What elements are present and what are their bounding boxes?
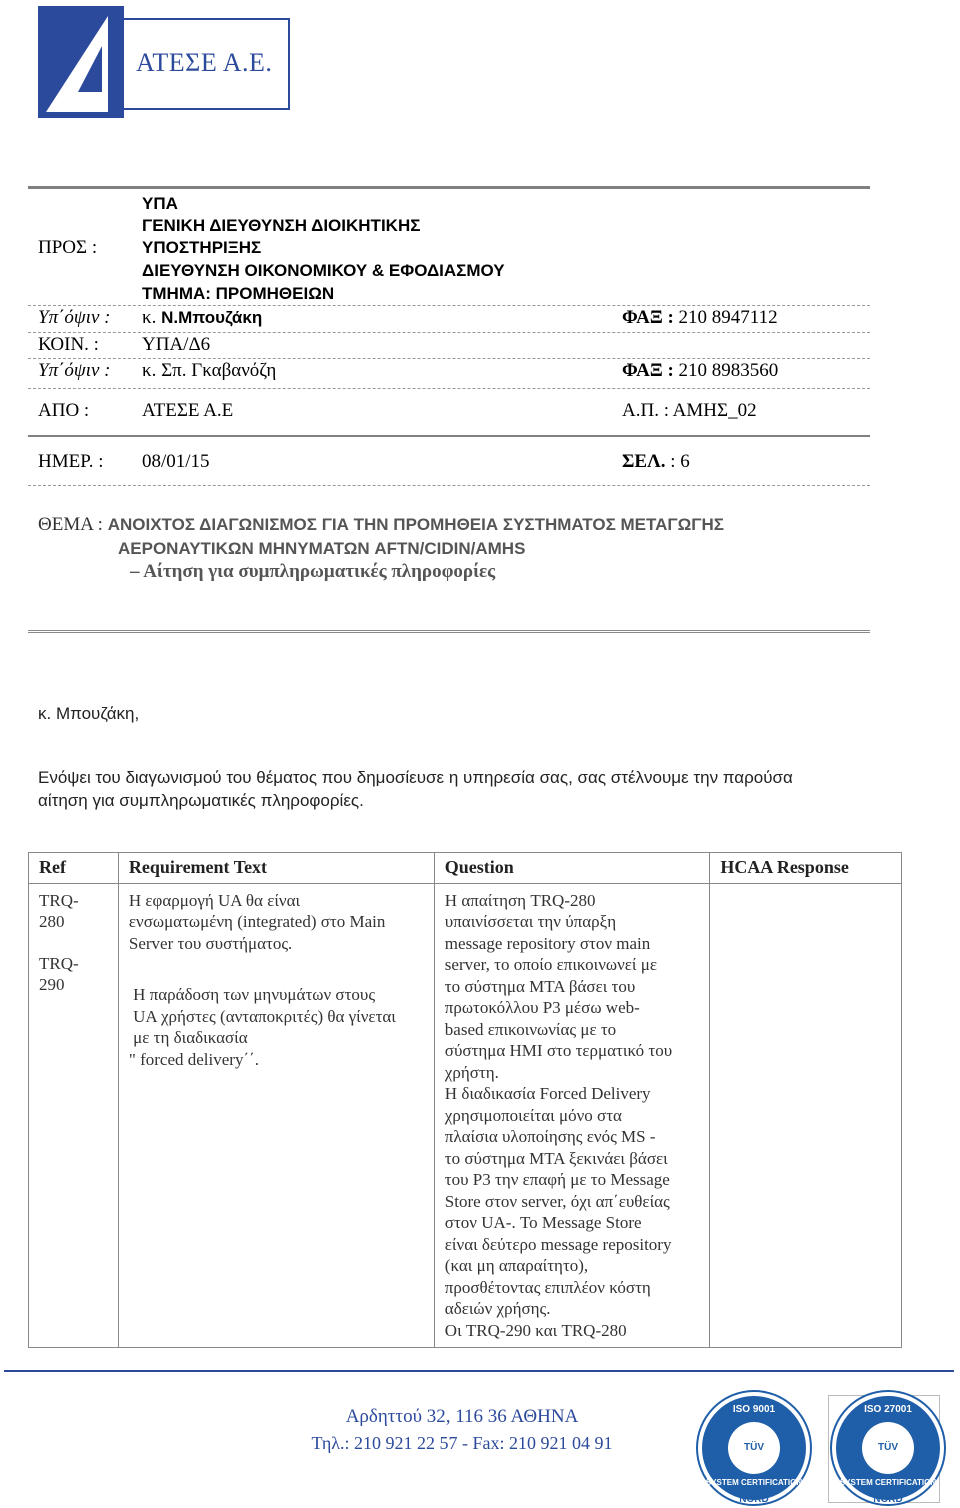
subject-text-1: ΑΝΟΙΧΤΟΣ ΔΙΑΓΩΝΙΣΜΟΣ ΓΙΑ ΤΗΝ ΠΡΟΜΗΘΕΙΑ ΣΥΣΤΗΜΑΤΟΣ ΜΕΤΑΓΩΓΗΣ	[107, 515, 724, 534]
divider	[28, 485, 870, 486]
footer-phone: Τηλ.: 210 921 22 57 - Fax: 210 921 04 91	[311, 1433, 613, 1453]
paragraph-line-1: Ενόψει του διαγωνισμού του θέματος που δημοσίευσε η υπηρεσία σας, σας στέλνουμε την παρούσα	[38, 768, 793, 787]
question-line: Η διαδικασία Forced Delivery	[444, 1084, 651, 1103]
divider	[28, 332, 870, 333]
attention-label-2: Υπ΄όψιν :	[38, 360, 111, 381]
question-line: Οι TRQ-290 και TRQ-280	[444, 1320, 627, 1340]
cc-label: ΚΟΙΝ. :	[38, 334, 99, 355]
pages-label: ΣΕΛ.	[622, 451, 666, 472]
question-line: είναι δεύτερο message repository	[444, 1234, 672, 1254]
date-value: 08/01/15	[142, 451, 210, 472]
fax-label-2: ΦΑΞ :	[622, 360, 674, 381]
divider	[28, 435, 870, 437]
fax-label-1: ΦΑΞ :	[622, 307, 674, 328]
question-line: πρωτοκόλλου P3 μέσω web-	[444, 998, 640, 1017]
question-line: Store στον server, όχι απ΄ευθείας	[444, 1191, 670, 1211]
subject-line-3: – Αίτηση για συμπληρωματικές πληροφορίες	[130, 561, 496, 582]
to-line-4: ΔΙΕΥΘΥΝΣΗ ΟΙΚΟΝΟΜΙΚΟΥ & ΕΦΟΔΙΑΣΜΟΥ	[142, 261, 505, 280]
requirement-line: " forced delivery΄΄.	[128, 1049, 260, 1069]
date-label: ΗΜΕΡ. :	[38, 451, 104, 472]
greeting: κ. Μπουζάκη,	[38, 704, 140, 723]
iso-9001-badge	[698, 1392, 810, 1504]
header-requirement: Requirement Text	[118, 853, 434, 884]
question-line: based επικοινωνίας με το	[444, 1019, 617, 1039]
question-line: (και μη απαραίτητο),	[444, 1256, 589, 1275]
question-line: αδειών χρήσης.	[444, 1299, 551, 1318]
badge-title: ISO 27001	[864, 1404, 912, 1415]
requirement-line: με τη διαδικασία	[128, 1028, 248, 1047]
question-line: Η απαίτηση TRQ-280	[444, 890, 596, 910]
cc-value: ΥΠΑ/Δ6	[142, 334, 211, 355]
footer-address: Αρδηττού 32, 116 36 ΑΘΗΝΑ	[345, 1406, 579, 1427]
question-cell	[434, 883, 710, 1348]
requirement-line: ενσωματωμένη (integrated) στο Main	[128, 912, 386, 931]
table-header-row	[29, 853, 902, 884]
fax-number-2: 210 8983560	[673, 360, 779, 381]
iso-27001-badge	[832, 1392, 944, 1504]
requirement-cell	[118, 883, 434, 1348]
reference-number: Α.Π. : ΑΜΗΣ_02	[622, 400, 757, 421]
question-line: χρησιμοποιείται μόνο στα	[444, 1105, 622, 1125]
pages	[622, 451, 690, 473]
badge-title: ISO 9001	[732, 1404, 776, 1415]
triangle-logo-icon	[38, 6, 124, 118]
divider	[28, 305, 870, 306]
badge-center: TÜV NORD	[862, 1422, 914, 1474]
response-cell	[710, 883, 902, 1348]
question-line: σύστημα HMI στο τερματικό του	[444, 1041, 673, 1060]
question-line: του P3 την επαφή με το Message	[444, 1170, 670, 1189]
fax-1	[622, 307, 778, 329]
company-logo	[38, 6, 124, 118]
question-line: message repository στον main	[444, 933, 651, 953]
footer-rule	[4, 1370, 954, 1372]
divider	[28, 358, 870, 359]
ref-line: 290	[39, 975, 65, 994]
spacer	[39, 933, 108, 953]
header-response: HCAA Response	[710, 853, 902, 884]
question-line: χρήστη.	[444, 1062, 499, 1082]
to-line-2: ΓΕΝΙΚΗ ΔΙΕΥΘΥΝΣΗ ΔΙΟΙΚΗΤΙΚΗΣ	[142, 216, 421, 235]
requirement-line: Server του συστήματος.	[128, 933, 293, 953]
badge-center: TÜV NORD	[728, 1422, 780, 1474]
subject-line-1	[38, 514, 724, 536]
attention-value-2: κ. Σπ. Γκαβανόζη	[142, 360, 277, 381]
fax-number-1: 210 8947112	[673, 307, 778, 328]
pages-value: : 6	[665, 451, 690, 472]
question-line: προσθέτοντας επιπλέον κόστη	[444, 1277, 651, 1297]
subject-bottom-rule	[28, 630, 870, 635]
company-name: ΑΤΕΣΕ Α.Ε.	[136, 48, 273, 77]
question-line: στον UA-. Το Message Store	[444, 1213, 642, 1232]
question-line: πλαίσια υλοποίησης ενός MS -	[444, 1127, 656, 1146]
question-line: το σύστημα MTA ξεκινάει βάσει	[444, 1148, 668, 1168]
paragraph-line-2: αίτηση για συμπληρωματικές πληροφορίες.	[38, 791, 364, 810]
subject-label: ΘΕΜΑ :	[38, 514, 108, 535]
badge-caption: SYSTEM CERTIFICATION	[839, 1478, 937, 1487]
table-row	[29, 883, 902, 1348]
subject-line-2: ΑΕΡΟΝΑΥΤΙΚΩΝ ΜΗΝΥΜΑΤΩΝ AFTN/CIDIN/AMHS	[118, 539, 526, 558]
requirements-table	[28, 852, 902, 1348]
attention-prefix: κ.	[142, 307, 162, 328]
from-label: ΑΠΟ :	[38, 400, 90, 421]
ref-line: TRQ-	[39, 890, 79, 910]
header-ref: Ref	[29, 853, 119, 884]
to-label: ΠΡΟΣ :	[38, 237, 98, 258]
fax-2	[622, 360, 778, 382]
badge-caption: SYSTEM CERTIFICATION	[705, 1478, 803, 1487]
attention-label-1: Υπ΄όψιν :	[38, 307, 111, 328]
spacer	[129, 954, 424, 984]
from-value: ΑΤΕΣΕ Α.Ε	[142, 400, 234, 421]
requirement-line: UA χρήστες (ανταποκριτές) θα γίνεται	[128, 1006, 396, 1026]
requirement-line: Η εφαρμογή UA θα είναι	[128, 890, 301, 910]
to-line-1: ΥΠΑ	[142, 194, 178, 213]
attention-value-1	[142, 307, 262, 329]
divider	[28, 388, 870, 389]
requirement-line: Η παράδοση των μηνυμάτων στους	[128, 985, 376, 1004]
ref-line: 280	[39, 912, 65, 931]
header-question: Question	[434, 853, 710, 884]
to-line-3: ΥΠΟΣΤΗΡΙΞΗΣ	[142, 238, 262, 257]
ref-cell	[29, 883, 119, 1348]
header-top-rule	[28, 186, 870, 189]
question-line: server, το οποίο επικοινωνεί με	[444, 955, 657, 974]
question-line: υπαινίσσεται την ύπαρξη	[444, 912, 617, 931]
ref-line: TRQ-	[39, 953, 79, 973]
attention-name: Ν.Μπουζάκη	[161, 308, 263, 327]
question-line: το σύστημα MTA βάσει του	[444, 976, 636, 996]
to-line-5: ΤΜΗΜΑ: ΠΡΟΜΗΘΕΙΩΝ	[142, 284, 335, 303]
